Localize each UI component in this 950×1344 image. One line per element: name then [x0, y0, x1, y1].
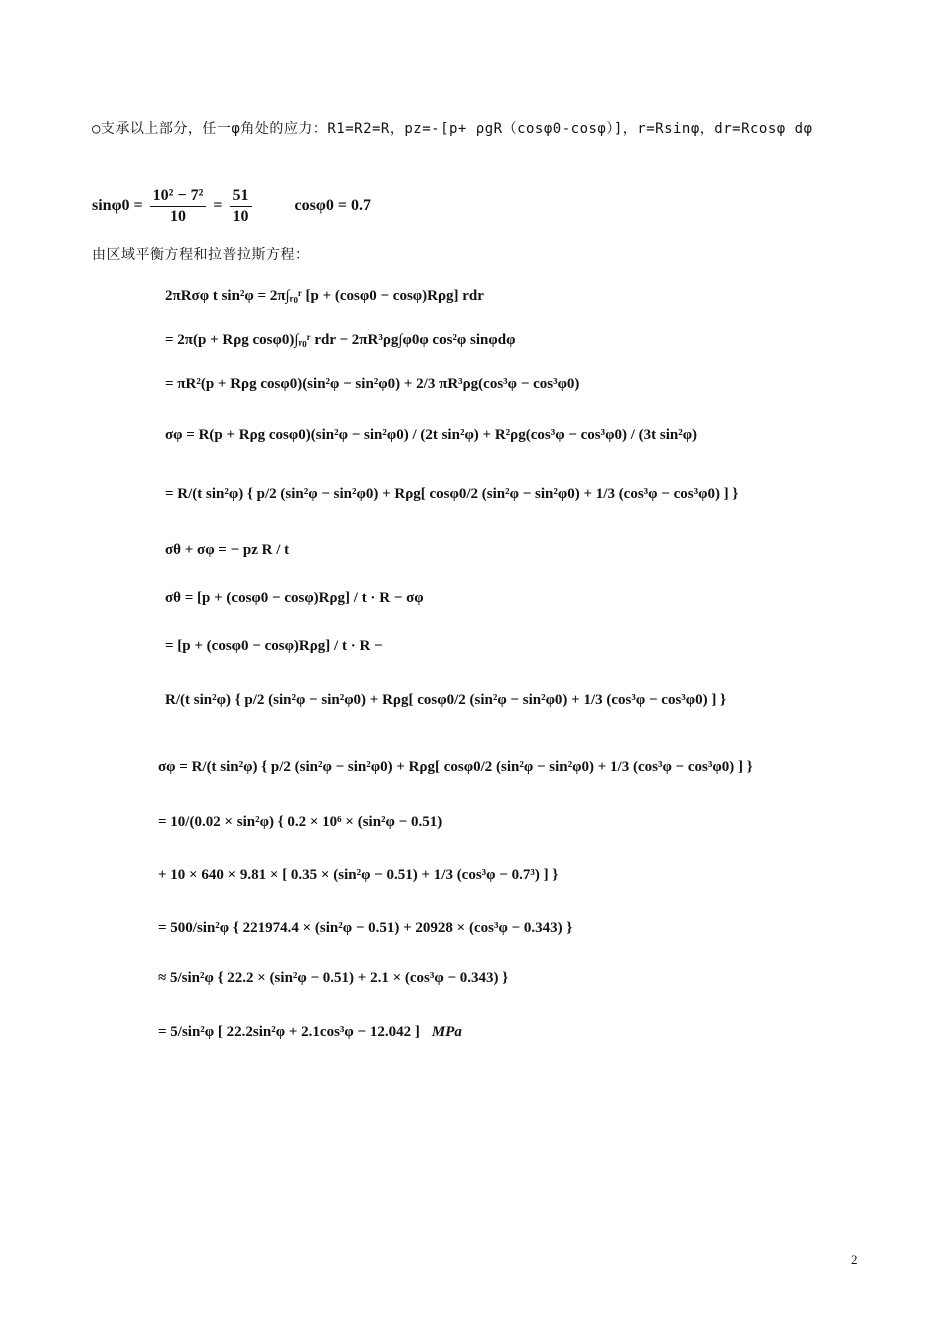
equation-line-12: + 10 × 640 × 9.81 × [ 0.35 × (sin²φ − 0.51) + 1/3 (cos³φ − 0.7³) ] } — [158, 867, 559, 883]
intro-paragraph: ○支承以上部分，任一φ角处的应力：R1=R2=R，pz=-[p+ ρgR（cosφ0-cosφ）]，r=Rsinφ，dr=Rcosφ dφ — [92, 121, 813, 137]
page-number: 2 — [851, 1252, 858, 1267]
equation-line-7: σθ = [p + (cosφ0 − cosφ)Rρg] / t · R − σφ — [165, 590, 424, 606]
sin-lhs: sinφ0 = — [92, 197, 143, 215]
equation-line-1: 2πRσφ t sin²φ = 2π∫ᵣ₀ʳ [p + (cosφ0 − cosφ)Rρg] rdr — [165, 288, 484, 304]
fraction-1 — [150, 186, 207, 227]
equation-line-6: σθ + σφ = − pz R / t — [165, 542, 290, 558]
equation-line-14: ≈ 5/sin²φ { 22.2 × (sin²φ − 0.51) + 2.1 × (cos³φ − 0.343) } — [158, 970, 509, 986]
equation-line-3: = πR²(p + Rρg cosφ0)(sin²φ − sin²φ0) + 2/3 πR³ρg(cos³φ − cos³φ0) — [165, 376, 580, 392]
equation-line-8: = [p + (cosφ0 − cosφ)Rρg] / t · R − — [165, 638, 383, 654]
unit-label: MPa — [431, 1024, 462, 1040]
equation-line-5: = R/(t sin²φ) { p/2 (sin²φ − sin²φ0) + Rρg[ cosφ0/2 (sin²φ − sin²φ0) + 1/3 (cos³φ − cos³φ0) ] } — [165, 486, 739, 502]
equation-line-11: = 10/(0.02 × sin²φ) { 0.2 × 10⁶ × (sin²φ − 0.51) — [158, 814, 443, 830]
fraction-2 — [230, 186, 252, 227]
sin-phi0-equation — [92, 186, 371, 227]
equation-line-10: σφ = R/(t sin²φ) { p/2 (sin²φ − sin²φ0) + Rρg[ cosφ0/2 (sin²φ − sin²φ0) + 1/3 (cos³φ − cos³φ0) ] } — [158, 759, 753, 775]
equals-sign: = — [213, 197, 223, 215]
cos-phi0-value: cosφ0 = 0.7 — [294, 197, 371, 215]
final-expression: = 5/sin²φ [ 22.2sin²φ + 2.1cos³φ − 12.042 ] — [158, 1024, 420, 1040]
equation-line-9: R/(t sin²φ) { p/2 (sin²φ − sin²φ0) + Rρg[ cosφ0/2 (sin²φ − sin²φ0) + 1/3 (cos³φ − cos³φ0) ] } — [165, 692, 727, 708]
section-caption: 由区域平衡方程和拉普拉斯方程： — [92, 247, 310, 263]
equation-line-13: = 500/sin²φ { 221974.4 × (sin²φ − 0.51) + 20928 × (cos³φ − 0.343) } — [158, 920, 573, 936]
fraction-1-denominator: 10 — [170, 208, 187, 225]
equation-line-4: σφ = R(p + Rρg cosφ0)(sin²φ − sin²φ0) / (2t sin²φ) + R²ρg(cos³φ − cos³φ0) / (3t sin²φ) — [165, 427, 698, 443]
equation-line-15 — [158, 1022, 462, 1042]
fraction-2-numerator: 51 — [230, 186, 252, 207]
fraction-1-numerator: 10² − 7² — [150, 186, 207, 207]
fraction-2-denominator: 10 — [232, 208, 249, 225]
equation-line-2: = 2π(p + Rρg cosφ0)∫ᵣ₀ʳ rdr − 2πR³ρg∫φ0φ cos²φ sinφdφ — [165, 332, 516, 348]
